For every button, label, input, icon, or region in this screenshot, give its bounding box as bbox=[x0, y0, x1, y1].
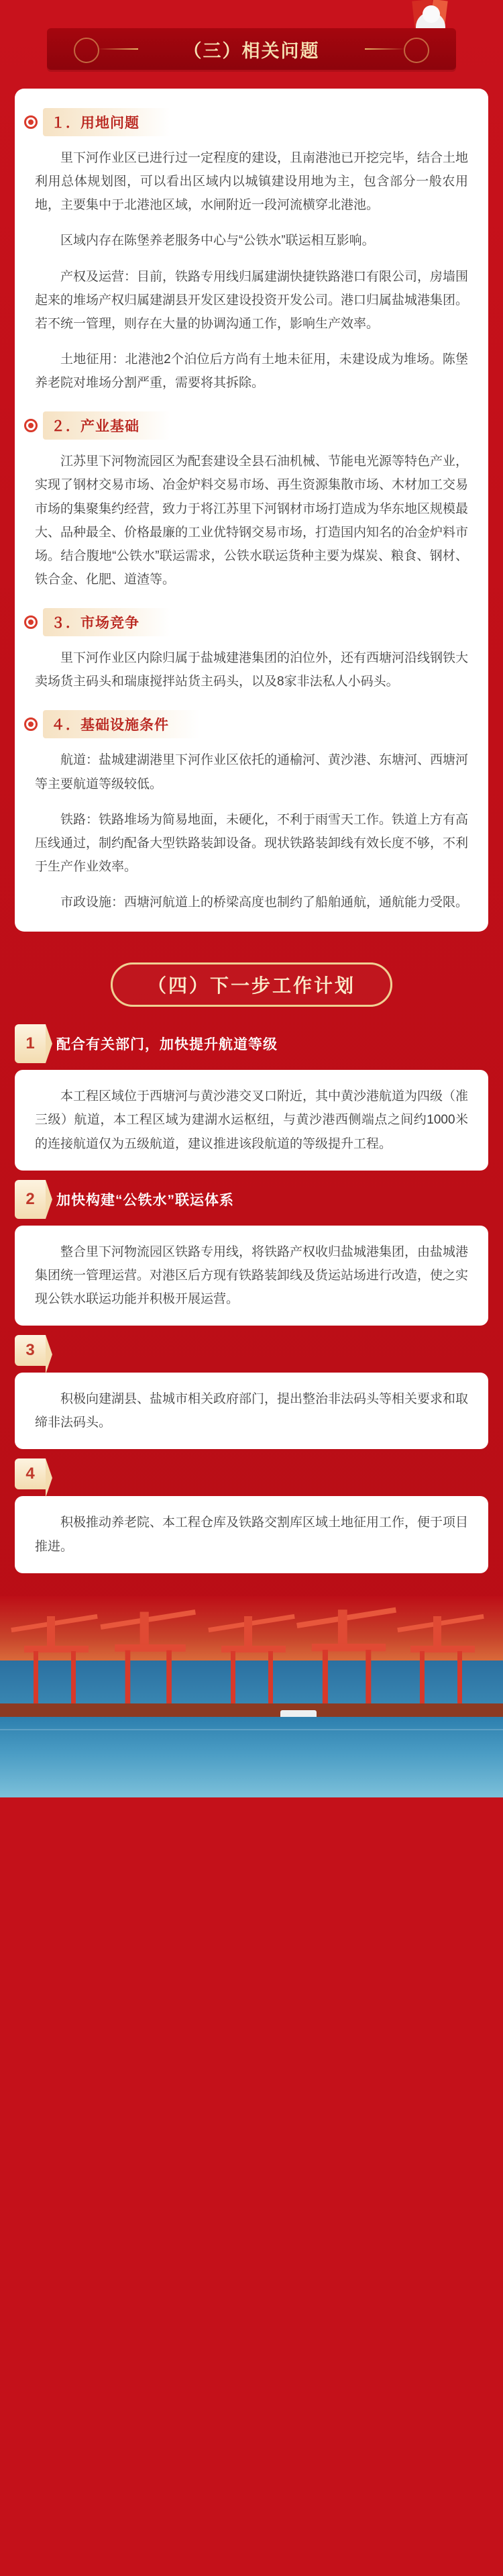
gantry-crane-icon bbox=[221, 1616, 286, 1703]
paragraph: 江苏里下河物流园区为配套建设全县石油机械、节能电光源等特色产业，实现了钢材交易市场、冶金炉料交易市场、再生资源集散市场、木材加工交易市场的集聚集约经营，致力于将江苏里下河钢材市场打造成为华东地区规模最大、品种最全、价格最廉的工业优特钢交易市场，打造国内知名的冶金炉料市场。结合腹地“公铁水”联运需求，公铁水联运货种主要为煤炭、粮食、钢材、铁合金、化肥、道渣等。 bbox=[35, 454, 469, 587]
gantry-crane-icon bbox=[410, 1616, 475, 1703]
plan-item-number: 1 bbox=[15, 1024, 46, 1063]
bullet-icon bbox=[24, 717, 38, 731]
plan-item-title: 加快构建“公铁水”联运体系 bbox=[56, 1192, 234, 1208]
paragraph: 区域内存在陈堡养老服务中心与“公铁水”联运相互影响。 bbox=[60, 234, 375, 248]
paragraph: 航道：盐城建湖港里下河作业区依托的通榆河、黄沙港、东塘河、西塘河等主要航道等级较低。 bbox=[35, 753, 469, 791]
paragraph: 市政设施：西塘河航道上的桥梁高度也制约了船舶通航，通航能力受限。 bbox=[60, 895, 469, 910]
subheading-infrastructure bbox=[15, 711, 488, 738]
section-2-title-banner bbox=[111, 962, 392, 1007]
paragraph: 本工程区域位于西塘河与黄沙港交叉口附近，其中黄沙港航道为四级（准三级）航道，本工程区域为建湖水运枢纽，与黄沙港西侧端点之间约1000米的连接航道仅为五级航道，建议推进该段航道的等级提升工程。 bbox=[35, 1089, 469, 1151]
gantry-crane-icon bbox=[24, 1616, 89, 1703]
subheading-market-competition bbox=[15, 609, 488, 636]
paragraph: 里下河作业区内除归属于盐城建港集团的泊位外，还有西塘河沿线钢铁大卖场货主码头和瑞康搅拌站货主码头，以及8家非法私人小码头。 bbox=[35, 651, 469, 689]
bullet-icon bbox=[24, 615, 38, 629]
plan-item-body bbox=[15, 1496, 488, 1573]
section-1-title-banner bbox=[47, 28, 456, 70]
banner-decoration-right-icon bbox=[365, 48, 405, 50]
dock-quay bbox=[0, 1703, 503, 1718]
banner-decoration-left-icon bbox=[98, 48, 138, 50]
plan-item-header bbox=[15, 1024, 488, 1063]
section-2-banner-wrap bbox=[0, 932, 503, 1024]
section-1-card bbox=[15, 89, 488, 932]
water-surface bbox=[0, 1717, 503, 1797]
paragraph: 整合里下河物流园区铁路专用线，将铁路产权收归盐城港集团，由盐城港集团统一管理运营。对港区后方现有铁路装卸线及货运站场进行改造，使之实现公铁水联运功能并积极开展运营。 bbox=[35, 1244, 469, 1306]
plan-item bbox=[0, 1180, 503, 1326]
paragraph: 产权及运营：目前，铁路专用线归属建湖快捷铁路港口有限公司，房墙围起来的堆场产权归属建湖县开发区建设投资开发公司。港口归属盐城港集团。若不统一管理，则存在大量的协调沟通工作，影响生产效率。 bbox=[35, 269, 469, 331]
plan-item bbox=[0, 1335, 503, 1449]
plan-item bbox=[0, 1024, 503, 1170]
paragraph: 积极推动养老院、本工程仓库及铁路交割库区域土地征用工作，便于项目推进。 bbox=[35, 1516, 469, 1554]
plan-item-header bbox=[15, 1180, 488, 1219]
plan-item-header bbox=[15, 1458, 488, 1489]
subheading-industry-base bbox=[15, 412, 488, 439]
plan-item-body bbox=[15, 1070, 488, 1170]
plan-item-number: 2 bbox=[15, 1180, 46, 1219]
plan-item-number: 4 bbox=[15, 1458, 46, 1489]
section-2-title: （四）下一步工作计划 bbox=[147, 975, 355, 997]
plan-item-header bbox=[15, 1335, 488, 1366]
gantry-crane-icon bbox=[312, 1609, 386, 1710]
paragraph: 土地征用：北港池2个泊位后方尚有土地未征用，未建设成为堆场。陈堡养老院对堆场分割严重，需要将其拆除。 bbox=[35, 352, 468, 391]
subheading-label: １．用地问题 bbox=[43, 108, 170, 136]
plan-item-number: 3 bbox=[15, 1335, 46, 1366]
subheading-label: ４．基础设施条件 bbox=[43, 710, 200, 738]
paragraph: 积极向建湖县、盐城市相关政府部门，提出整治非法码头等相关要求和取缔非法码头。 bbox=[35, 1392, 469, 1430]
paragraph: 里下河作业区已进行过一定程度的建设，且南港池已开挖完毕，结合土地利用总体规划图，可以看出区域内以城镇建设用地为主，包含部分一般农用地，主要集中于北港池区域，水闸附近一段河流横穿北港池。 bbox=[35, 151, 469, 213]
section-1-title: （三）相关问题 bbox=[183, 40, 320, 61]
paragraph: 铁路：铁路堆场为简易地面，未硬化，不利于雨雪天工作。铁道上方有高压线通过，制约配备大型铁路装卸设备。现状铁路装卸线有效长度不够，不利于生产作业效率。 bbox=[35, 812, 469, 874]
gantry-crane-icon bbox=[115, 1612, 186, 1707]
bullet-icon bbox=[24, 419, 38, 432]
section-1-banner-wrap bbox=[0, 0, 503, 89]
subheading-land-issues bbox=[15, 109, 488, 136]
subheading-label: ３．市场竞争 bbox=[43, 608, 170, 636]
subheading-label: ２．产业基础 bbox=[43, 411, 170, 440]
plan-item-title: 配合有关部门，加快提升航道等级 bbox=[56, 1037, 278, 1053]
port-illustration bbox=[0, 1596, 503, 1797]
plan-item-body bbox=[15, 1226, 488, 1326]
plan-item-body bbox=[15, 1373, 488, 1449]
mascot-head bbox=[423, 5, 440, 23]
bullet-icon bbox=[24, 115, 38, 129]
plan-item bbox=[0, 1458, 503, 1573]
